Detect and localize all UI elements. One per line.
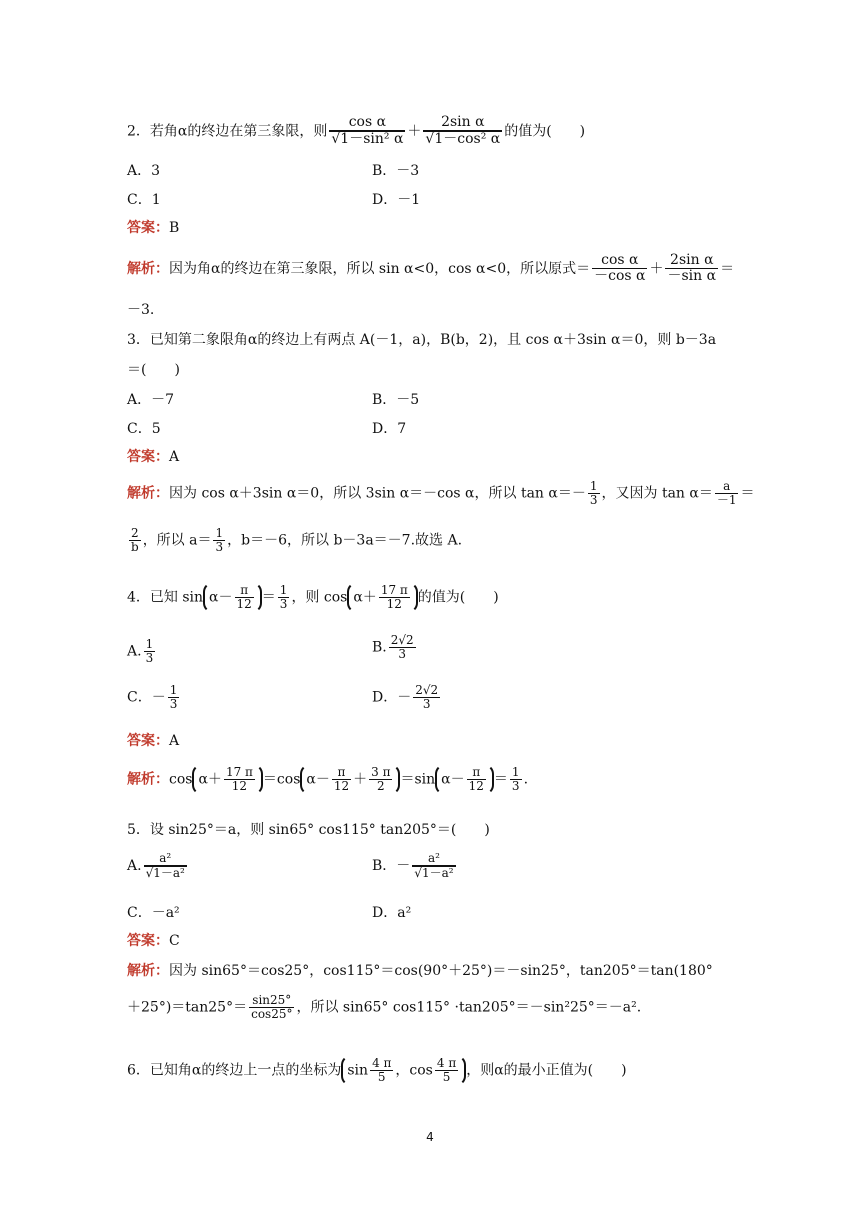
- q4-option-a: A. $\frac{1}{3}$: [127, 637, 154, 666]
- q2-option-c: C．1: [127, 192, 161, 208]
- q2-fraction-1: $\frac{\text{cos α}}{\text{√1－sin² α}}$: [331, 114, 404, 148]
- q2-stem: 2．若角α的终边在第三象限，则 $\frac{\text{cos α}}{\text{√1－sin² α}}$ ＋ $\frac{\text{2sin α}}{\text{√1－cos² α}}$ 的值为( ): [127, 114, 586, 148]
- q3-stem-line1: 3．已知第二象限角α的终边上有两点 A(－1，a)，B(b，2)，且 cos α＋3sin α＝0，则 b－3a: [127, 332, 717, 348]
- q2-analysis-end: －3.: [127, 302, 155, 318]
- q5-option-b: B．－ $\frac{\text{a²}}{\text{√1－a²}}$: [372, 851, 454, 881]
- q3-analysis-cont: $\frac{2}{b}$ ，所以 a＝ $\frac{1}{3}$ ，b＝－6，所以 b－3a＝－7.故选 A.: [131, 526, 463, 555]
- q2-analysis: 解析：因为角α的终边在第三象限，所以 sin α<0，cos α<0，所以原式＝ $\frac{\text{cos α}}{\text{－cos α}}$ ＋ $\frac{\text{2sin α}}{\text{－sin α}}$ ＝: [127, 252, 735, 285]
- q2-fraction-2: $\frac{\text{2sin α}}{\text{√1－cos² α}}$: [425, 114, 501, 148]
- q5-option-d: D．a²: [372, 905, 412, 921]
- q5-option-a: A. $\frac{\text{a²}}{\text{√1－a²}}$: [127, 851, 185, 881]
- q2-answer: 答案：B: [127, 220, 180, 236]
- q5-stem: 5．设 sin25°＝a，则 sin65° cos115° tan205°＝( ): [127, 822, 490, 838]
- q4-option-b: B. $\frac{2√2}{3}$: [372, 633, 414, 662]
- q4-stem: 4．已知 sin α－ $\frac{\pi}{12}$ ＝ $\frac{1}{3}$ ，则 cos α＋ $\frac{17 \pi}{12}$ 的值为( ): [127, 582, 499, 613]
- q2-option-b: B．－3: [372, 163, 420, 179]
- q5-option-c: C．－a²: [127, 905, 180, 921]
- q2-option-a: A．3: [127, 163, 161, 179]
- q5-answer: 答案：C: [127, 933, 180, 949]
- q4-option-c: C．－ $\frac{1}{3}$: [127, 683, 178, 712]
- q2-option-d: D．－1: [372, 192, 421, 208]
- q3-option-c: C．5: [127, 421, 161, 437]
- q3-option-b: B．－5: [372, 392, 420, 408]
- q4-analysis: 解析：cos α＋ $\frac{17 \pi}{12}$ ＝cos α－ $\frac{\pi}{12}$ ＋ $\frac{3 \pi}{2}$ ＝sin α－ $\frac{\pi}{12}$ ＝ $\frac{1}{3}$ .: [127, 764, 528, 795]
- q3-answer: 答案：A: [127, 449, 180, 465]
- q4-answer: 答案：A: [127, 733, 180, 749]
- q6-stem: 6．已知角α的终边上一点的坐标为 sin $\frac{4 \pi}{5}$ ，cos $\frac{4 \pi}{5}$ ，则α的最小正值为( ): [127, 1055, 627, 1086]
- q3-option-a: A．－7: [127, 392, 175, 408]
- q3-analysis: 解析：因为 cos α＋3sin α＝0，所以 3sin α＝－cos α，所以 tan α＝－ $\frac{1}{3}$ ，又因为 tan α＝ $\frac{a}{-1}$ ＝: [127, 479, 755, 508]
- q5-analysis-line2: ＋25°)＝tan25°＝ $\frac{\sin 25^\circ}{\cos 25^\circ}$ ，所以 sin65° cos115° ·tan205°＝－sin²25°＝－a².: [127, 993, 642, 1022]
- page-number: 4: [426, 1130, 434, 1144]
- q4-option-d: D．－ $\frac{2√2}{3}$: [372, 683, 439, 712]
- q5-analysis-line1: 解析：因为 sin65°＝cos25°，cos115°＝cos(90°＋25°)＝－sin25°，tan205°＝tan(180°: [127, 963, 713, 979]
- q3-option-d: D．7: [372, 421, 407, 437]
- q3-stem-line2: ＝( ): [127, 362, 180, 378]
